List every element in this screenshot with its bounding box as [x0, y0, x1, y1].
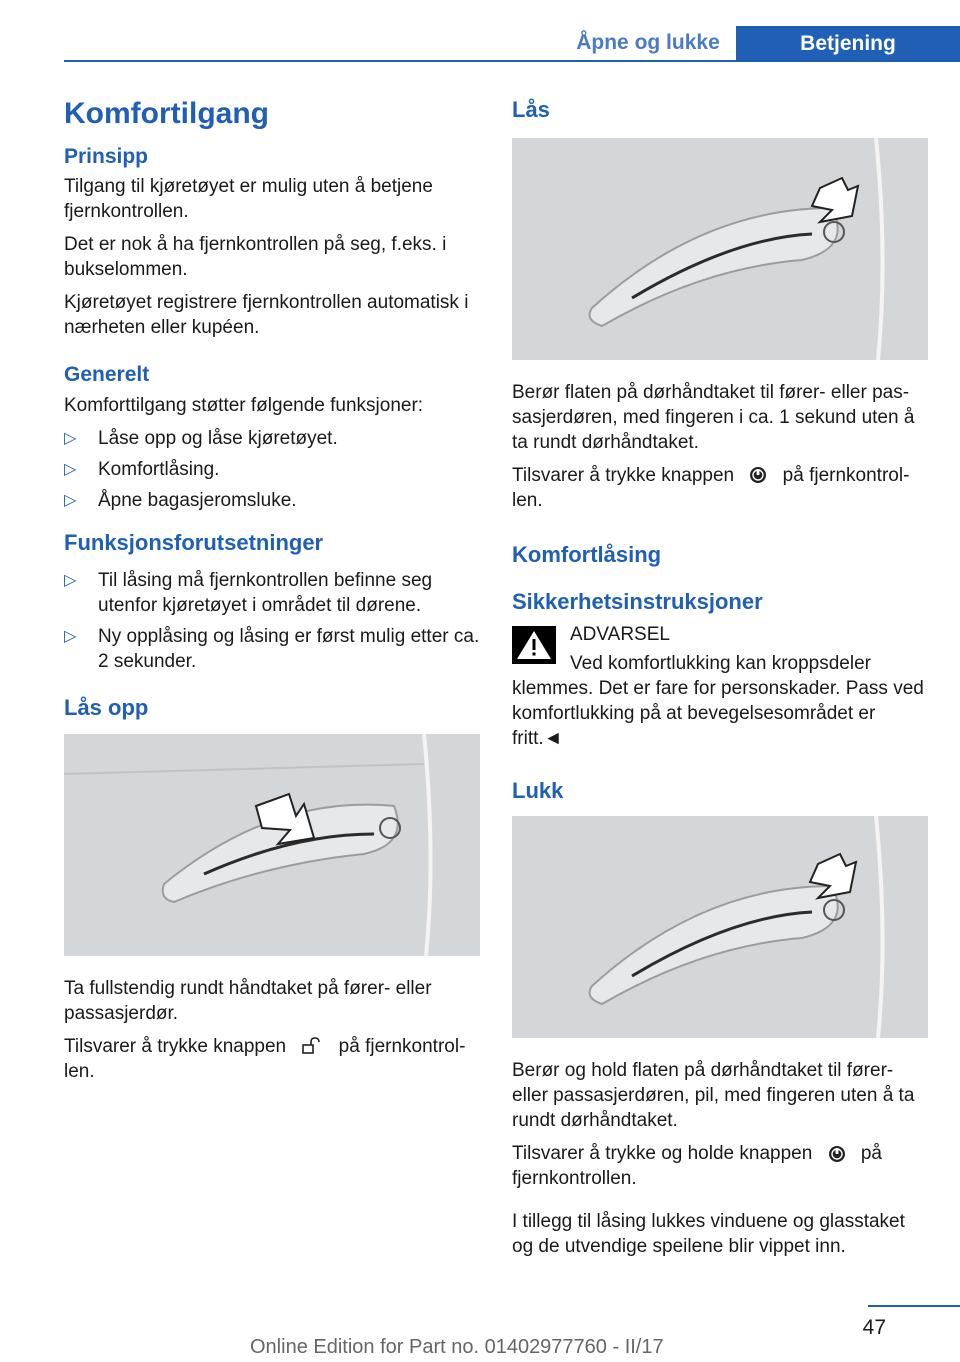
lukk-paragraph-1: Berør og hold flaten på dørhåndtaket til fører- eller passasjerdøren, pil, med fingeren uten å ta rundt dørhåndtaket.: [512, 1060, 915, 1131]
edition-footer: Online Edition for Part no. 01402977760 - II/17: [250, 1336, 664, 1358]
list-item-text: Låse opp og låse kjøretøyet.: [98, 427, 338, 449]
lukk-paragraph-3: I tillegg til låsing lukkes vinduene og glasstaket og de utvendige speilene blir vippet inn.: [512, 1211, 905, 1257]
generelt-list: [64, 426, 480, 513]
warning-title: ADVARSEL: [570, 623, 670, 645]
lukk-paragraph-2: [512, 1141, 928, 1191]
unlock-button-icon: [301, 1037, 323, 1055]
las-opp-text-b: på fjernkontrollen.: [64, 1035, 466, 1082]
las-paragraph-2: [512, 463, 928, 513]
prinsipp-paragraph-3: Kjøretøyet registrere fjernkontrollen automatisk i nærheten eller kupéen.: [64, 292, 469, 339]
page-title: Komfortilgang: [64, 97, 269, 130]
header-section-tab: Åpne og lukke: [576, 31, 720, 54]
page-number: 47: [862, 1316, 886, 1339]
list-item-text: Ny opplåsing og låsing er først mulig etter ca. 2 sekunder.: [98, 626, 480, 672]
header-rule: [64, 60, 960, 62]
las-opp-text-a: Tilsvarer å trykke knappen: [64, 1035, 287, 1057]
generelt-heading: Generelt: [64, 363, 150, 387]
las-text-b: på fjernkontrollen.: [512, 464, 910, 511]
list-item: [64, 488, 480, 513]
bullet-triangle-icon: ▷: [64, 460, 77, 478]
prinsipp-paragraph-2: Det er nok å ha fjernkontrollen på seg, f.eks. i bukselommen.: [64, 234, 447, 281]
forutsetninger-list: [64, 568, 480, 674]
prinsipp-paragraph-1: Tilgang til kjøretøyet er mulig uten å betjene fjernkontrollen.: [64, 176, 433, 223]
las-opp-paragraph-2: [64, 1034, 480, 1084]
list-item-text: Til låsing må fjernkontrollen befinne seg utenfor kjøretøyet i området til dørene.: [98, 570, 433, 616]
bullet-triangle-icon: ▷: [64, 628, 77, 645]
list-item-text: Komfortlåsing.: [98, 458, 220, 480]
bullet-triangle-icon: ▷: [64, 491, 77, 509]
bullet-triangle-icon: ▷: [64, 429, 77, 447]
lock-button-icon: [749, 466, 767, 484]
las-opp-paragraph-1: Ta fullstendig rundt håndtaket på fører- eller passasjerdør.: [64, 977, 432, 1024]
list-item-text: Åpne bagasjeromsluke.: [98, 489, 297, 511]
lukk-heading: Lukk: [512, 777, 564, 803]
lock-button-icon: [828, 1145, 846, 1163]
bullet-triangle-icon: ▷: [64, 572, 77, 589]
las-heading: Lås: [512, 97, 550, 122]
komfortlasing-heading: Komfortlåsing: [512, 541, 662, 567]
list-item: [64, 568, 480, 618]
lukk-text-b: på fjernkontrollen.: [512, 1143, 882, 1189]
list-item: [64, 624, 480, 674]
warning-text: Ved komfortlukking kan kroppsdeler klemmes. Det er fare for personskader. Pass ved komfortlukking på at bevegelsesområdet er fritt.◄: [512, 652, 924, 749]
forutsetninger-heading: Funksjonsforutsetninger: [64, 529, 324, 555]
door-handle-unlock-figure: [64, 734, 480, 956]
lukk-text-a: Tilsvarer å trykke og holde knappen: [512, 1143, 813, 1164]
warning-box: [512, 622, 928, 751]
generelt-intro: Komforttilgang støtter følgende funksjoner:: [64, 394, 424, 416]
header-active-tab: Betjening: [736, 26, 960, 62]
right-column: [512, 96, 928, 1267]
list-item: [64, 457, 480, 482]
door-handle-close-figure: [512, 816, 928, 1038]
las-paragraph-1: Berør flaten på dørhåndtaket til fører- eller passasjerdøren, med fingeren i ca. 1 sekund uten å ta rundt dørhåndtaket.: [512, 381, 915, 453]
prinsipp-heading: Prinsipp: [64, 145, 149, 168]
las-text-a: Tilsvarer å trykke knappen: [512, 464, 735, 486]
left-column: [64, 96, 480, 1092]
las-opp-heading: Lås opp: [64, 695, 149, 720]
door-handle-lock-figure: [512, 138, 928, 360]
list-item: [64, 426, 480, 451]
sikkerhet-heading: Sikkerhetsinstruksjoner: [512, 589, 763, 614]
footer-rule: [868, 1305, 960, 1307]
warning-triangle-icon: [512, 626, 556, 664]
